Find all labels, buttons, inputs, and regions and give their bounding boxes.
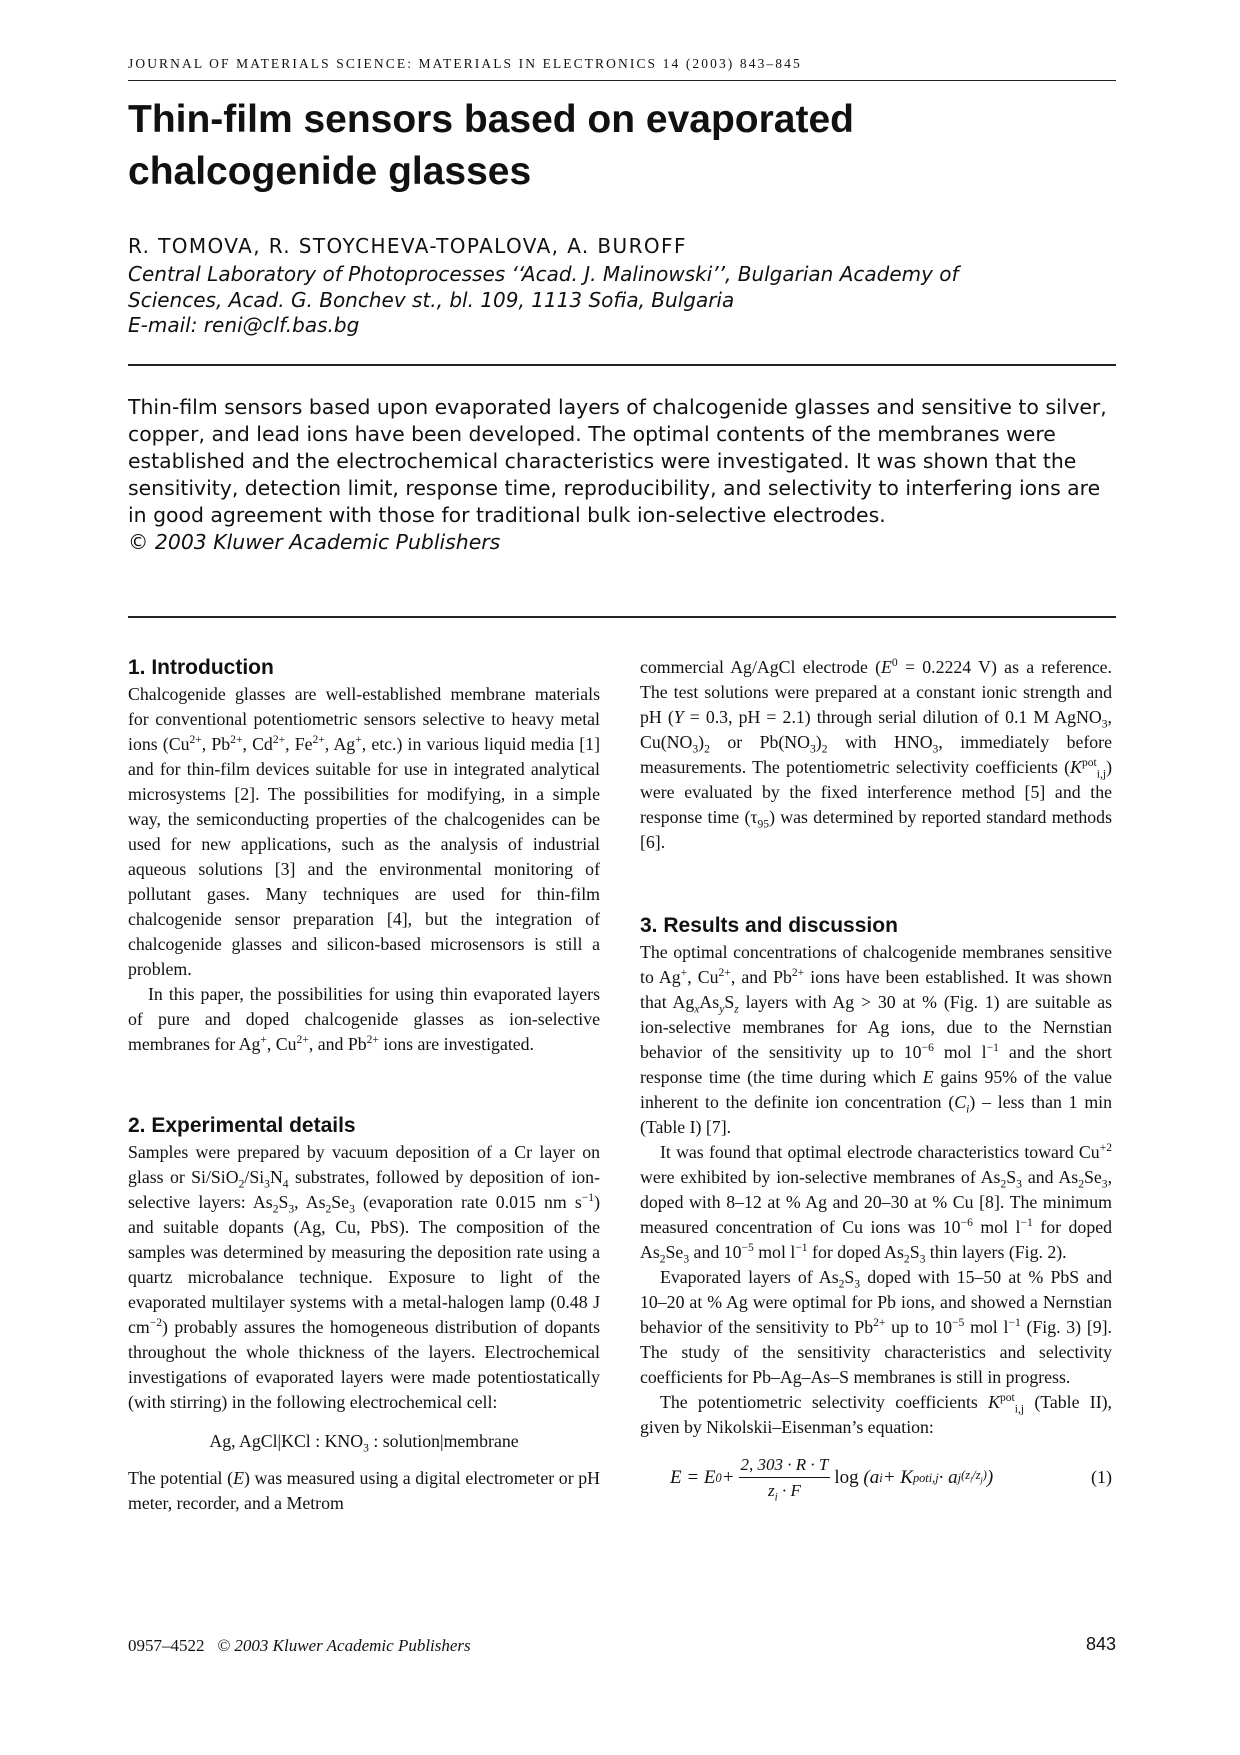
results-paragraph-2: It was found that optimal electrode characteristics toward $Cu^{+2}$ were exhibited by ion-selective membranes of $As_2S_3$ and $As_2Se_3$, doped with 8–12 at % Ag and 20–30 at % Cu [8]. The minimum measured concentration of Cu ions was $10^{-6}$ mol $l^{-1}$ for doped $As_2Se_3$ and $10^{-5}$ mol $l^{-1}$ for doped $As_2S_3$ thin layers (Fig. 2). — [640, 1141, 1113, 1266]
abstract — [128, 394, 1118, 556]
issn: 0957–4522 — [128, 1636, 205, 1655]
affiliation — [128, 262, 1118, 339]
results-paragraph-1: The optimal concentrations of chalcogenide membranes sensitive to Ag+, $Cu^{2+}$, and $Pb^{2+}$ ions have been established. It was shown that $Ag_xAs_yS_z$ layers with Ag > 30 at % (Fig. 1) are suitable as ion-selective membranes for Ag ions, due to the Nernstian behavior of the sensitivity up to $10^{-6}$ mol $l^{-1}$ and the short response time (the time during which E gains 95% of the value inherent to the definite ion concentration $(C_i)$ – less than 1 min (Table I) [7]. — [640, 942, 1113, 1137]
results-heading: 3. Results and discussion — [640, 914, 898, 937]
page-number: 843 — [1085, 1634, 1116, 1654]
header-rule — [128, 80, 1116, 81]
results-paragraph-4: The potentiometric selectivity coefficients $K^{pot}_{i,j}$ (Table II), given by Nikolskii–Eisenman’s equation: — [640, 1391, 1112, 1437]
experimental-heading: 2. Experimental details — [128, 1114, 356, 1137]
equation-number: (1) — [1091, 1467, 1112, 1487]
author-list: R. TOMOVA, R. STOYCHEVA-TOPALOVA, A. BUROFF — [128, 234, 687, 258]
nikolskii-eisenman-equation: E = E 0 + $\frac{2, 303 \cdot R \cdot T}{z_i \cdot F}$ log (a i + K pot i,j · a j $(z_i/z_j)$ ) — [670, 1452, 993, 1503]
abstract-text: Thin-film sensors based upon evaporated layers of chalcogenide glasses and sensitive to silver, copper, and lead ions have been developed. The optimal contents of the membranes were established and the electrochemical characteristics were investigated. It was shown that the sensitivity, detection limit, response time, reproducibility, and selectivity to interfering ions are in good agreement with those for traditional bulk ion-selective electrodes. — [128, 395, 1107, 527]
equation-1 — [640, 1452, 1112, 1503]
abstract-top-rule — [128, 364, 1116, 366]
introduction-heading: 1. Introduction — [128, 656, 274, 679]
title-line-1: Thin-film sensors based on evaporated — [128, 98, 854, 141]
experimental-paragraph-1: Samples were prepared by vacuum deposition of a Cr layer on glass or $Si/SiO_2/Si_3N_4$ substrates, followed by deposition of ion-selective layers: $As_2S_3$, $As_2Se_3$ (evaporation rate 0.015 nm $s^{-1}$) and suitable dopants (Ag, Cu, PbS). The composition of the samples was determined by measuring the deposition rate using a quartz microbalance technique. Exposure to light of the evaporated multilayer systems with a metal-halogen lamp (0.48 J $cm^{-2}$) probably assures the homogeneous distribution of dopants throughout the whole thickness of the layers. Electrochemical investigations of evaporated layers were made potentiostatically (with stirring) in the following electrochemical cell: — [128, 1142, 600, 1412]
title-line-2: chalcogenide glasses — [128, 150, 532, 193]
abstract-bottom-rule — [128, 616, 1116, 618]
electrochemical-cell: Ag, AgCl|KCl : $KNO_3$ : solution|membrane — [209, 1431, 519, 1455]
intro-paragraph-2: In this paper, the possibilities for using thin evaporated layers of pure and doped chalcogenide glasses as ion-selective membranes for Ag+, $Cu^{2+}$, and $Pb^{2+}$ ions are investigated. — [128, 984, 600, 1054]
experimental-paragraph-2: The potential (E) was measured using a digital electrometer or pH meter, recorder, and a Metrom — [128, 1468, 600, 1513]
affiliation-line-1: Central Laboratory of Photoprocesses ‘‘Acad. J. Malinowski’’, Bulgarian Academy of — [128, 262, 959, 286]
right-column — [640, 655, 1112, 1503]
author-email: E-mail: reni@clf.bas.bg — [128, 313, 360, 337]
footer-copyright: © 2003 Kluwer Academic Publishers — [217, 1636, 471, 1655]
experimental-paragraph-3: commercial Ag/AgCl electrode ($E^0 = 0.2224$ V) as a reference. The test solutions were prepared at a constant ionic strength and pH (Y = 0.3, pH = 2.1) through serial dilution of 0.1 M AgNO$_3$, $Cu(NO_3)_2$ or $Pb(NO_3)_2$ with $HNO_3$, immediately before measurements. The potentiometric selectivity coefficients $(K^{pot}_{i,j})$ were evaluated by the fixed interference method [5] and the response time $(\tau_{95})$ was determined by reported standard methods [6]. — [640, 656, 1112, 852]
abstract-copyright: © 2003 Kluwer Academic Publishers — [128, 530, 501, 554]
results-paragraph-3: Evaporated layers of $As_2S_3$ doped with 15–50 at % PbS and 10–20 at % Ag were optimal for Pb ions, and showed a Nernstian behavior of the sensitivity to $Pb^{2+}$ up to $10^{-5}$ mol $l^{-1}$ (Fig. 3) [9]. The study of the sensitivity characteristics and selectivity coefficients for Pb–Ag–As–S membranes is still in progress. — [640, 1267, 1113, 1387]
article-title — [128, 94, 1118, 198]
intro-paragraph-1: Chalcogenide glasses are well-established membrane materials for conventional potentiometric sensors selective to heavy metal ions ($Cu^{2+}$, $Pb^{2+}$, $Cd^{2+}$, $Fe^{2+}$, Ag+, etc.) in various liquid media [1] and for thin-film devices suitable for use in integrated analytical microsystems [2]. The possibilities for modifying, in a simple way, the semiconducting properties of the chalcogenides can be used for new applications, such as the analysis of industrial aqueous solutions [3] and the environmental monitoring of pollutant gases. Many techniques are used for thin-film chalcogenide sensor preparation [4], but the integration of chalcogenide glasses and silicon-based microsensors is still a problem. — [128, 684, 600, 979]
footer-issn — [128, 1636, 471, 1656]
journal-header: JOURNAL OF MATERIALS SCIENCE: MATERIALS IN ELECTRONICS 14 (2003) 843–845 — [128, 56, 802, 71]
affiliation-line-2: Sciences, Acad. G. Bonchev st., bl. 109, 1113 Sofia, Bulgaria — [128, 287, 735, 312]
left-column — [128, 655, 600, 1516]
